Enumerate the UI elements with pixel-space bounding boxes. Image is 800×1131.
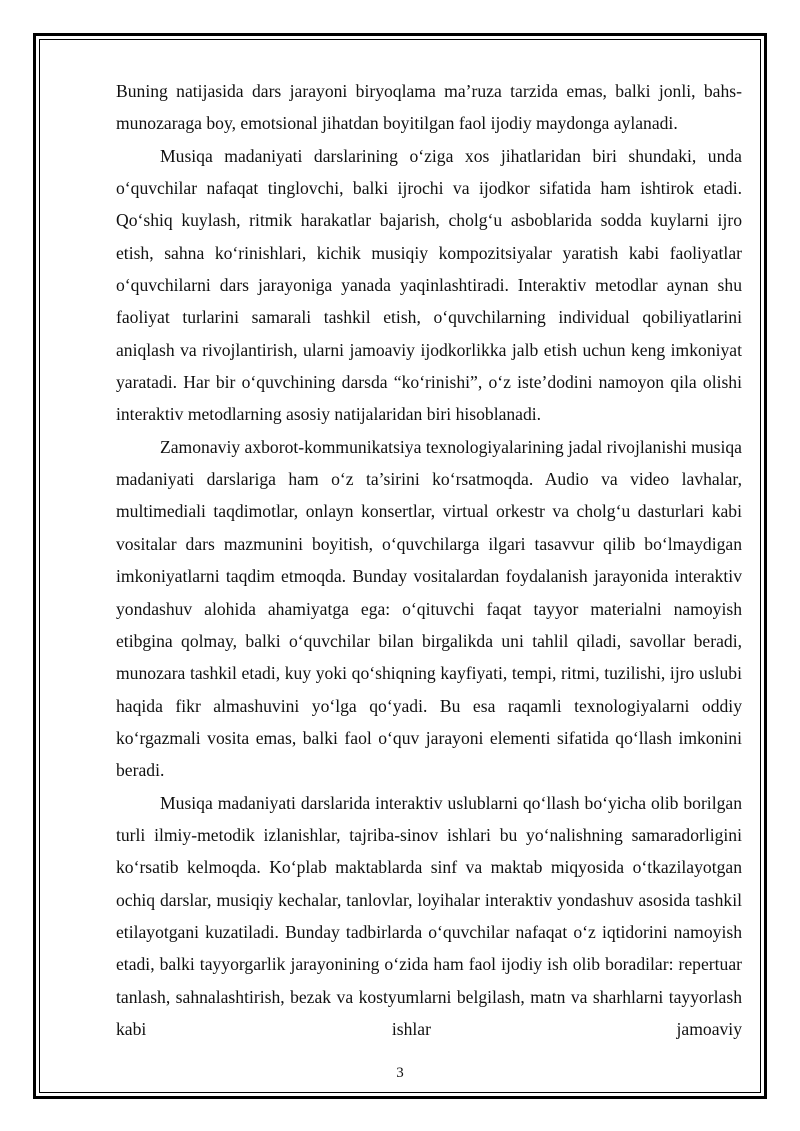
- paragraph-3: Zamonaviy axborot-kommunikatsiya texnologiyalarining jadal rivojlanishi musiqa madaniyati darslariga ham o‘z ta’sirini ko‘rsatmoqda. Audio va video lavhalar, multimediali taqdimotlar, onlayn konsertlar, virtual orkestr va cholg‘u dasturlari kabi vositalar dars mazmunini boyitish, o‘quvchilarga ilgari tasavvur qilib bo‘lmaydigan imkoniyatlarni taqdim etmoqda. Bunday vositalardan foydalanish jarayonida interaktiv yondashuv alohida ahamiyatga ega: o‘qituvchi faqat tayyor materialni namoyish etibgina qolmay, balki o‘quvchilar bilan birgalikda uni tahlil qiladi, savollar beradi, munozara tashkil etadi, kuy yoki qo‘shiqning kayfiyati, tempi, ritmi, tuzilishi, ijro uslubi haqida fikr almashuvini yo‘lga qo‘yadi. Bu esa raqamli texnologiyalarni oddiy ko‘rgazmali vosita emas, balki faol o‘quv jarayoni elementi sifatida qo‘llash imkonini beradi.: [116, 436, 742, 781]
- paragraph-1: Buning natijasida dars jarayoni biryoqlama ma’ruza tarzida emas, balki jonli, bahs-munozaraga boy, emotsional jihatdan boyitilgan faol ijodiy maydonga aylanadi.: [116, 81, 742, 134]
- page-body: [116, 75, 742, 1045]
- page-number: 3: [396, 1065, 404, 1081]
- paragraph-2: Musiqa madaniyati darslarining o‘ziga xos jihatlaridan biri shundaki, unda o‘quvchilar nafaqat tinglovchi, balki ijrochi va ijodkor sifatida ham ishtirok etadi. Qo‘shiq kuylash, ritmik harakatlar bajarish, cholg‘u asboblarida sodda kuylarni ijro etish, sahna ko‘rinishlari, kichik musiqiy kompozitsiyalar yaratish kabi faoliyatlar o‘quvchilarni dars jarayoniga yanada yaqinlashtiradi. Interaktiv metodlar aynan shu faoliyat turlarini samarali tashkil etish, o‘quvchilarning individual qobiliyatlarini aniqlash va rivojlantirish, ularni jamoaviy ijodkorlikka jalb etish uchun keng imkoniyat yaratadi. Har bir o‘quvchining darsda “ko‘rinishi”, o‘z iste’dodini namoyon qila olishi interaktiv metodlarning asosiy natijalaridan biri hisoblanadi.: [116, 145, 742, 425]
- paragraph-4: Musiqa madaniyati darslarida interaktiv uslublarni qo‘llash bo‘yicha olib borilgan turli ilmiy-metodik izlanishlar, tajriba-sinov ishlari bu yo‘nalishning samaradorligini ko‘rsatib kelmoqda. Ko‘plab maktablarda sinf va maktab miqyosida o‘tkazilayotgan ochiq darslar, musiqiy kechalar, tanlovlar, loyihalar interaktiv yondashuv asosida tashkil etilayotgani kuzatiladi. Bunday tadbirlarda o‘quvchilar nafaqat o‘z iqtidorini namoyish etadi, balki tayyorgarlik jarayonining o‘zida ham faol ijodiy ish olib boradilar: repertuar tanlash, sahnalashtirish, bezak va kostyumlarni belgilash, matn va sharhlarni tayyorlash kabi ishlar jamoaviy: [116, 792, 742, 1039]
